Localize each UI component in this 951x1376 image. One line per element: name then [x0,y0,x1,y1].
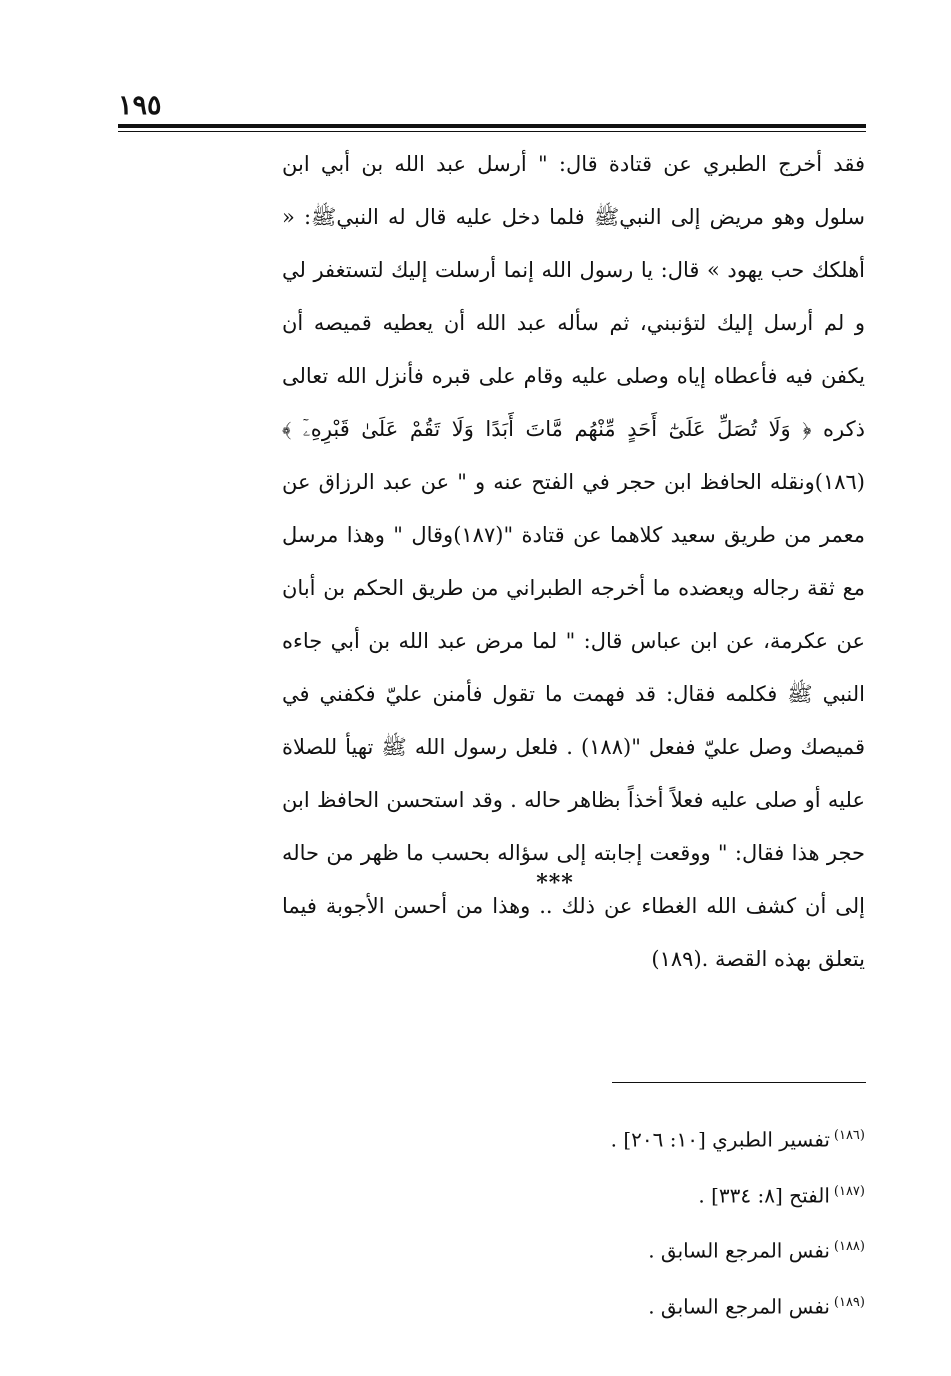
main-paragraph: فقد أخرج الطبري عن قتادة قال: " أرسل عبد الله بن أبي ابن سلول وهو مريض إلى النبيﷺ فلما دخل عليه قال له النبيﷺ: « أهلكك حب يهود » قال: يا رسول الله إنما أرسلت إليك لتستغفر لي و لم أرسل إليك لتؤنبني، ثم سأله عبد الله أن يعطيه قميصه أن يكفن فيه فأعطاه إياه وصلى عليه وقام على قبره فأنزل الله تعالى ذكره ﴿ وَلَا تُصَلِّ عَلَىٰٓ أَحَدٍ مِّنْهُم مَّاتَ أَبَدًا وَلَا تَقُمْ عَلَىٰ قَبْرِهِۦٓ ﴾(١٨٦)ونقله الحافظ ابن حجر في الفتح عنه و " عن عبد الرزاق عن معمر من طريق سعيد كلاهما عن قتادة "(١٨٧)وقال " وهذا مرسل مع ثقة رجاله ويعضده ما أخرجه الطبراني من طريق الحكم بن أبان عن عكرمة، عن ابن عباس قال: " لما مرض عبد الله بن أبي جاءه النبي ﷺ فكلمه فقال: قد فهمت ما تقول فأمنن عليّ فكفني في قميصك وصل عليّ ففعل "(١٨٨) . فلعل رسول الله ﷺ تهيأ للصلاة عليه أو صلى عليه فعلاً أخذاً بظاهر حاله . وقد استحسن الحافظ ابن حجر هذا فقال: " ووقعت إجابته إلى سؤاله بحسب ما ظهر من حاله إلى أن كشف الله الغطاء عن ذلك .. وهذا من أحسن الأجوبة فيما يتعلق بهذه القصة .(١٨٩) [282,152,866,971]
header-rule-thin [118,131,866,132]
footnote-rule [612,1082,866,1083]
body-text [282,138,865,986]
footnote-item [505,1221,865,1277]
footnote-item [505,1110,865,1166]
footnote-number: (١٨٩) [833,1294,865,1310]
footnote-number: (١٨٦) [833,1128,865,1143]
footnote-text: نفس المرجع السابق . [648,1294,830,1319]
footnote-number: (١٨٨) [833,1239,865,1255]
footnote-number: (١٨٧) [833,1183,865,1199]
footnote-item [505,1166,865,1222]
footnote-item [505,1277,865,1333]
footnote-text: نفس المرجع السابق . [648,1238,830,1263]
page-number: ١٩٥ [118,90,162,121]
header-rule [118,124,866,128]
footnote-text: الفتح [٨: ٣٣٤] . [698,1183,830,1208]
footnotes-list [505,1110,865,1333]
section-separator: *** [536,870,574,896]
footnote-text: تفسير الطبري [١٠: ٢٠٦] . [610,1127,830,1152]
